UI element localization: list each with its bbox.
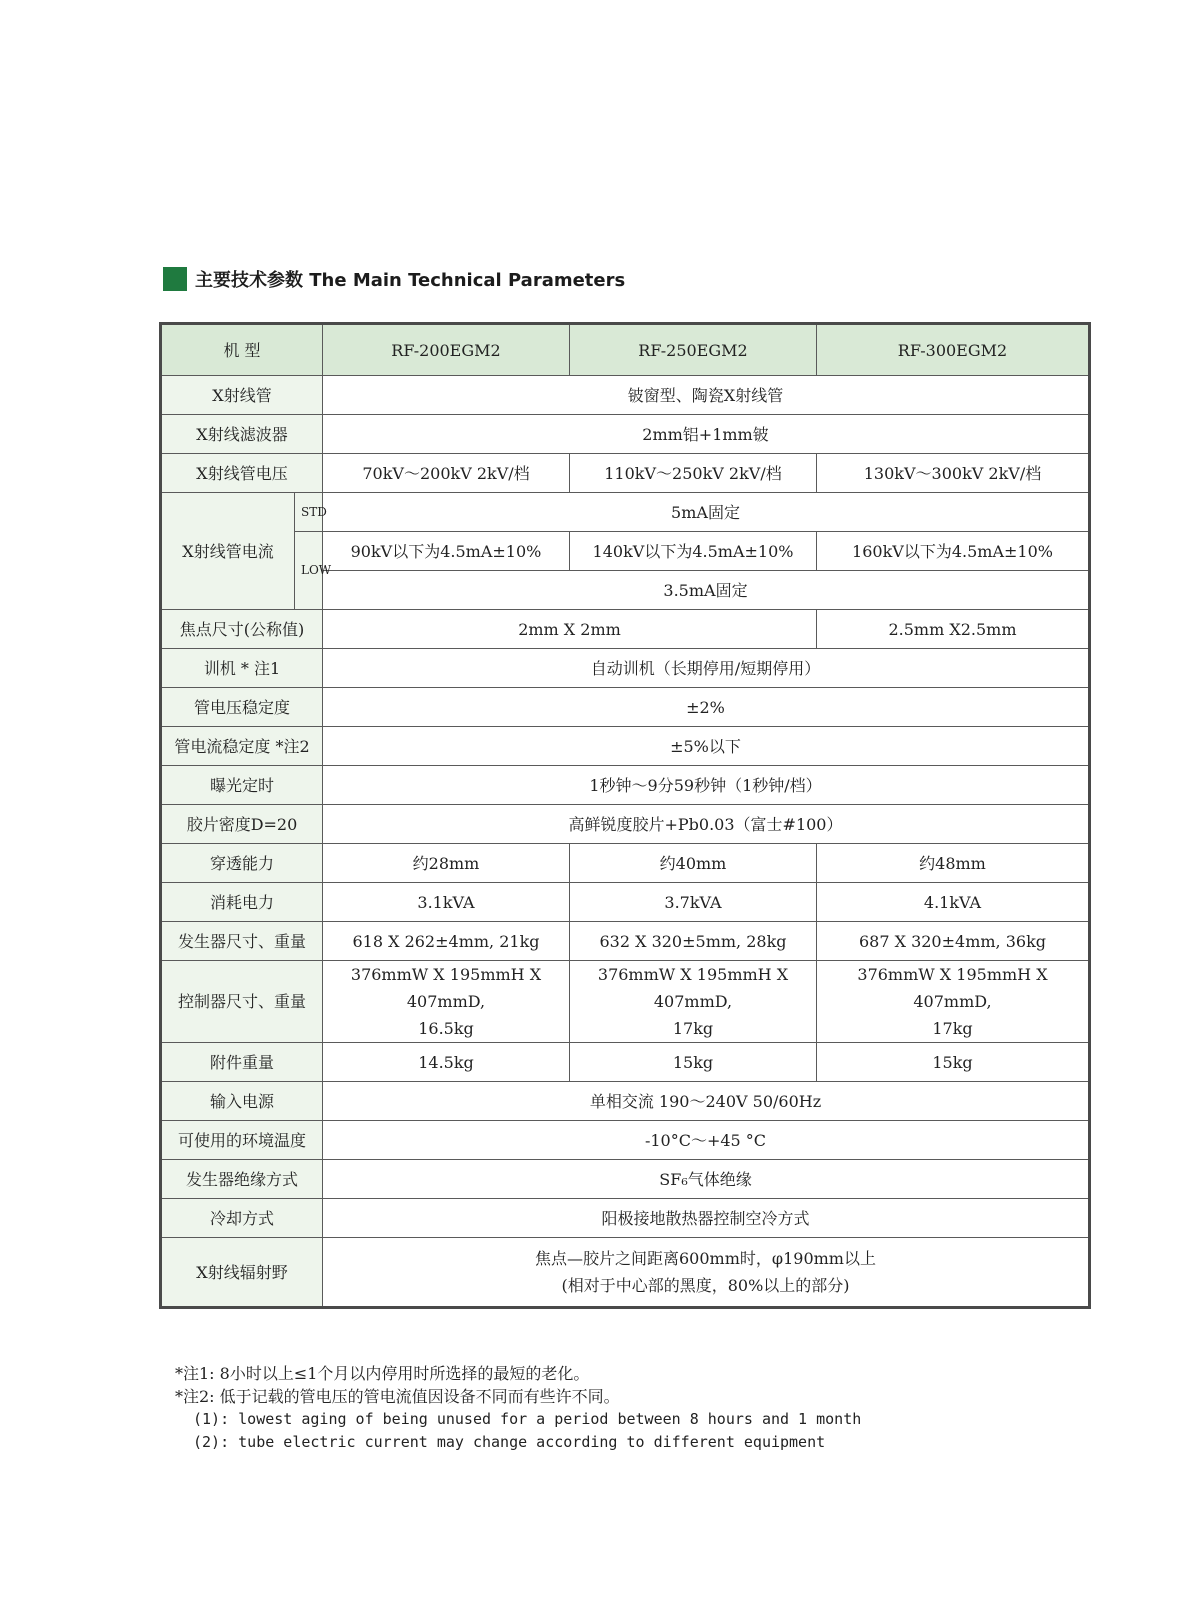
row-value-line: 376mmW X 195mmH X 407mmD, [350,965,542,1011]
row-value: 140kV以下为4.5mA±10% [570,532,817,571]
table-row [161,415,1090,454]
row-value-line: 16.5kg [418,1019,474,1038]
row-value: 160kV以下为4.5mA±10% [817,532,1090,571]
row-label: 发生器尺寸、重量 [161,922,323,961]
row-label: 附件重量 [161,1043,323,1082]
model-3: RF-300EGM2 [817,324,1090,376]
spec-table [159,322,1091,1309]
row-value: 1秒钟～9分59秒钟（1秒钟/档） [323,766,1090,805]
footnote-2: *注2: 低于记载的管电压的管电流值因设备不同而有些许不同。 [175,1387,620,1406]
row-value: 3.5mA固定 [323,571,1090,610]
row-value: 618 X 262±4mm, 21kg [323,922,570,961]
row-value-line: 焦点—胶片之间距离600mm时，φ190mm以上 [535,1249,876,1268]
table-row [161,961,1090,1043]
table-row [161,766,1090,805]
row-value: 90kV以下为4.5mA±10% [323,532,570,571]
row-value: 2mm X 2mm [323,610,817,649]
section-heading [163,266,625,292]
table-row [161,493,1090,532]
row-value: 632 X 320±5mm, 28kg [570,922,817,961]
row-label: X射线管电压 [161,454,323,493]
row-value [570,961,817,1043]
row-value: 2.5mm X2.5mm [817,610,1090,649]
footnote-en-2: (2): tube electric current may change according to different equipment [193,1433,826,1451]
table-row [161,532,1090,571]
model-2: RF-250EGM2 [570,324,817,376]
row-value: 14.5kg [323,1043,570,1082]
low-label: LOW [295,532,323,610]
table-row [161,376,1090,415]
row-label: 焦点尺寸(公称值) [161,610,323,649]
table-row [161,1043,1090,1082]
row-value-line: 17kg [932,1019,973,1038]
row-value: 130kV～300kV 2kV/档 [817,454,1090,493]
row-value: 4.1kVA [817,883,1090,922]
table-row [161,610,1090,649]
table-row [161,883,1090,922]
row-value: 高鲜锐度胶片+Pb0.03（富士#100） [323,805,1090,844]
row-label: 穿透能力 [161,844,323,883]
table-header-row [161,324,1090,376]
footnote-1: *注1: 8小时以上≤1个月以内停用时所选择的最短的老化。 [175,1364,590,1383]
row-label: 胶片密度D=20 [161,805,323,844]
row-value [323,1238,1090,1308]
row-value: 约48mm [817,844,1090,883]
std-label: STD [295,493,323,532]
row-value: 687 X 320±4mm, 36kg [817,922,1090,961]
table-row [161,922,1090,961]
table-row [161,1121,1090,1160]
model-1: RF-200EGM2 [323,324,570,376]
footnotes [175,1362,861,1454]
row-label: 可使用的环境温度 [161,1121,323,1160]
row-value: 110kV～250kV 2kV/档 [570,454,817,493]
row-value: 70kV～200kV 2kV/档 [323,454,570,493]
row-value: 阳极接地散热器控制空冷方式 [323,1199,1090,1238]
table-row [161,1160,1090,1199]
row-value-line: 17kg [672,1019,714,1038]
row-label: 消耗电力 [161,883,323,922]
row-value: 3.7kVA [570,883,817,922]
row-value: 15kg [817,1043,1090,1082]
table-row [161,649,1090,688]
table-row [161,1238,1090,1308]
row-value [323,961,570,1043]
row-value: 5mA固定 [323,493,1090,532]
row-value: 单相交流 190～240V 50/60Hz [323,1082,1090,1121]
green-square-icon [163,267,187,291]
row-value: 约40mm [570,844,817,883]
table-row [161,454,1090,493]
table-row [161,688,1090,727]
row-label: 控制器尺寸、重量 [161,961,323,1043]
row-value: 铍窗型、陶瓷X射线管 [323,376,1090,415]
footnote-en-1: (1): lowest aging of being unused for a period between 8 hours and 1 month [193,1410,862,1428]
row-value: ±2% [323,688,1090,727]
row-value: 2mm铝+1mm铍 [323,415,1090,454]
section-title: 主要技术参数 The Main Technical Parameters [195,270,626,291]
table-row [161,805,1090,844]
row-label: 管电流稳定度 *注2 [161,727,323,766]
row-value: SF₆气体绝缘 [323,1160,1090,1199]
table-row [161,727,1090,766]
row-label: X射线管电流 [161,493,295,610]
row-label: 曝光定时 [161,766,323,805]
row-value: 15kg [570,1043,817,1082]
row-label: 冷却方式 [161,1199,323,1238]
row-value-line: 376mmW X 195mmH X 407mmD, [857,965,1048,1011]
row-label: X射线辐射野 [161,1238,323,1308]
row-label: X射线滤波器 [161,415,323,454]
row-label: 管电压稳定度 [161,688,323,727]
row-value [817,961,1090,1043]
table-row [161,844,1090,883]
table-row [161,1082,1090,1121]
row-value: ±5%以下 [323,727,1090,766]
row-label: 训机 * 注1 [161,649,323,688]
row-value-line: 376mmW X 195mmH X 407mmD, [597,965,789,1011]
row-value: -10°C～+45 °C [323,1121,1090,1160]
model-label: 机 型 [161,324,323,376]
row-value: 自动训机（长期停用/短期停用） [323,649,1090,688]
row-label: X射线管 [161,376,323,415]
row-label: 输入电源 [161,1082,323,1121]
row-value: 3.1kVA [323,883,570,922]
row-value: 约28mm [323,844,570,883]
table-row [161,1199,1090,1238]
row-label: 发生器绝缘方式 [161,1160,323,1199]
row-value-line: (相对于中心部的黑度，80%以上的部分) [561,1276,850,1295]
